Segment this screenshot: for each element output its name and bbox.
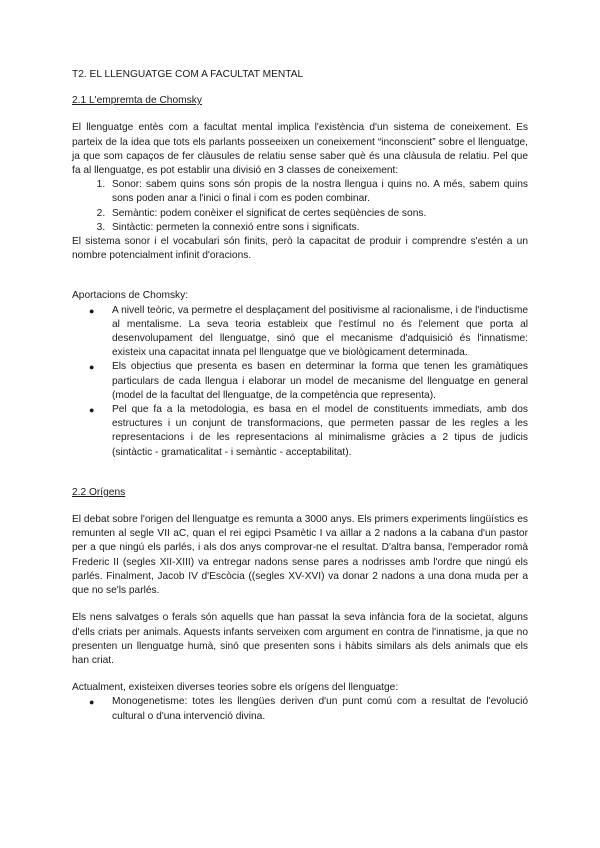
list-item <box>89 360 528 403</box>
bullet-icon: ● <box>89 305 95 316</box>
list-item <box>89 403 528 460</box>
knowledge-classes-list <box>72 178 528 235</box>
bullet-icon: ● <box>89 405 95 416</box>
list-item-text: Pel que fa a la metodologia, es basa en el model de constituents immediats, amb dos estructures i un conjunt de transformacions, que permeten passar de les regles a les representacions i de les representacions al minimalisme gràcies a 2 tipus de judicis (sintàctic - gramaticalitat - i semàntic - acceptabilitat). <box>112 404 528 458</box>
list-item-text: Els objectius que presenta es basen en determinar la forma que tenen les gramàtiques particulars de cada llengua i elaborar un model de mecanisme del llenguatge en general (model de la facultat del llenguatge, de la competència que representa). <box>112 361 528 401</box>
list-item: 2. Semàntic: podem conèixer el significat de certes seqüències de sons. <box>108 207 528 221</box>
list-item: 1. Sonor: sabem quins sons són propis de la nostra llengua i quins no. A més, sabem quins sons poden anar a l'inici o final i com es poden combinar. <box>108 178 528 206</box>
paragraph-closing: El sistema sonor i el vocabulari són finits, però la capacitat de produir i comprendre s'estén a un nombre potencialment infinit d'oracions. <box>72 236 528 262</box>
bullet-icon: ● <box>89 697 95 708</box>
list-item <box>89 304 528 361</box>
list-item-text: Monogenetisme: totes les llengües deriven d'un punt comú com a resultat de l'evolució cultural o d'una intervenció divina. <box>112 696 528 722</box>
document-page <box>72 68 528 724</box>
theories-list <box>72 695 528 723</box>
paragraph-theories-intro: Actualment, existeixen diverses teories sobre els orígens del llenguatge: <box>72 682 399 694</box>
contributions-list <box>72 304 528 460</box>
page-title: T2. EL LLENGUATGE COM A FACULTAT MENTAL <box>72 69 304 80</box>
paragraph-origins-history: El debat sobre l'origen del llenguatge es remunta a 3000 anys. Els primers experiments lingüístics es remunten al segle VII aC, quan el rei egipci Psamètic I va aïllar a 2 nadons a la cabana d'un pastor per a que ningú els parlés, i als dos anys comprovar-ne el resultat. D'altra bansa, l'emperador romà Frederic II (segles XII-XIII) va entregar nadons sense pares a nodrisses amb l'ordre que ningú els parlés. Finalment, Jacob IV d'Escòcia ((segles XV-XVI) va donar 2 nadons a una dona muda per a que no se'ls parlés. <box>72 514 528 597</box>
section-heading-chomsky: 2.1 L'empremta de Chomsky <box>72 95 202 107</box>
paragraph-intro: El llenguatge entès com a facultat mental implica l'existència d'un sistema de coneixement. Es parteix de la idea que tots els parlants posseeixen un coneixement “inconscient” sobre el llenguatge, ja que som capaços de fer clàusules de relatiu sense saber què és una clàusula de relatiu. Pel que fa al llenguatge, es pot establir una divisió en 3 classes de coneixement: <box>72 122 528 177</box>
list-item <box>89 695 528 723</box>
paragraph-feral-children: Els nens salvatges o ferals són aquells que han passat la seva infància fora de la societat, alguns d'ells criats per animals. Aquests infants serveixen com argument en contra de l'innatisme, ja que no presenten un llenguatge humà, sinó que presenten sons i hàbits similars als dels animals que els han criat. <box>72 612 528 666</box>
list-item-text: A nivell teòric, va permetre el desplaçament del positivisme al racionalisme, i de l'inductisme al mentalisme. La seva teoria estableix que l'estímul no és l'element que porta al desenvolupament del llenguatge, sinó que el mecanisme d'adquisició és l'innatisme: existeix una capacitat innata pel llenguatge que ve biològicament determinada. <box>112 304 528 359</box>
section-heading-origins: 2.2 Orígens <box>72 486 126 498</box>
list-item: 3. Sintàctic: permeten la connexió entre sons i significats. <box>108 221 528 235</box>
contributions-label: Aportacions de Chomsky: <box>72 290 189 302</box>
bullet-icon: ● <box>89 362 95 373</box>
